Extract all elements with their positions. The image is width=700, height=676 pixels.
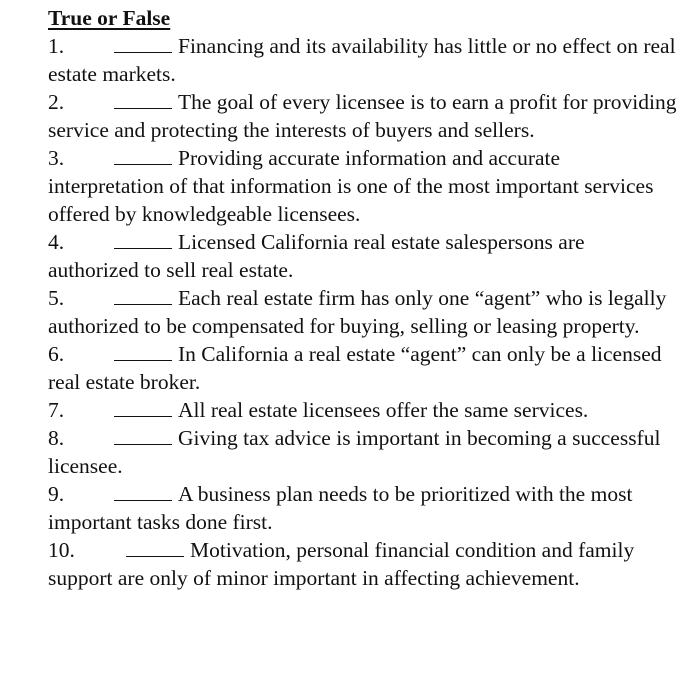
section-heading: True or False bbox=[48, 6, 171, 30]
question-number: 8. bbox=[48, 426, 65, 450]
question-5 bbox=[48, 284, 678, 340]
question-text: Providing accurate information and accurate interpretation of that information is one of the most important services offered by knowledgeable licensees. bbox=[48, 146, 654, 226]
question-number: 4. bbox=[48, 230, 65, 254]
answer-blank[interactable] bbox=[114, 89, 172, 109]
question-number: 1. bbox=[48, 34, 65, 58]
question-number: 3. bbox=[48, 146, 65, 170]
question-text: In California a real estate “agent” can only be a licensed real estate broker. bbox=[48, 342, 662, 394]
question-6 bbox=[48, 340, 678, 396]
question-number: 9. bbox=[48, 482, 65, 506]
question-text: All real estate licensees offer the same services. bbox=[178, 398, 589, 422]
question-1 bbox=[48, 32, 678, 88]
answer-blank[interactable] bbox=[114, 229, 172, 249]
question-number: 10. bbox=[48, 538, 75, 562]
question-text: The goal of every licensee is to earn a profit for providing service and protecting the interests of buyers and sellers. bbox=[48, 90, 677, 142]
question-8 bbox=[48, 424, 678, 480]
answer-blank[interactable] bbox=[114, 397, 172, 417]
question-9 bbox=[48, 480, 678, 536]
question-number: 2. bbox=[48, 90, 65, 114]
question-7 bbox=[48, 396, 678, 424]
answer-blank[interactable] bbox=[114, 425, 172, 445]
question-text: A business plan needs to be prioritized with the most important tasks done first. bbox=[48, 482, 633, 534]
question-text: Licensed California real estate salespersons are authorized to sell real estate. bbox=[48, 230, 585, 282]
answer-blank[interactable] bbox=[114, 145, 172, 165]
question-2 bbox=[48, 88, 678, 144]
question-number: 7. bbox=[48, 398, 65, 422]
question-number: 6. bbox=[48, 342, 65, 366]
answer-blank[interactable] bbox=[126, 537, 184, 557]
question-10 bbox=[48, 536, 678, 592]
answer-blank[interactable] bbox=[114, 481, 172, 501]
question-number: 5. bbox=[48, 286, 65, 310]
question-3 bbox=[48, 144, 678, 228]
question-text: Motivation, personal financial condition and family support are only of minor important in affecting achievement. bbox=[48, 538, 635, 590]
question-text: Giving tax advice is important in becoming a successful licensee. bbox=[48, 426, 661, 478]
answer-blank[interactable] bbox=[114, 341, 172, 361]
true-false-worksheet bbox=[48, 4, 678, 592]
answer-blank[interactable] bbox=[114, 285, 172, 305]
question-text: Financing and its availability has little or no effect on real estate markets. bbox=[48, 34, 676, 86]
answer-blank[interactable] bbox=[114, 33, 172, 53]
question-text: Each real estate firm has only one “agent” who is legally authorized to be compensated for buying, selling or leasing property. bbox=[48, 286, 667, 338]
question-4 bbox=[48, 228, 678, 284]
